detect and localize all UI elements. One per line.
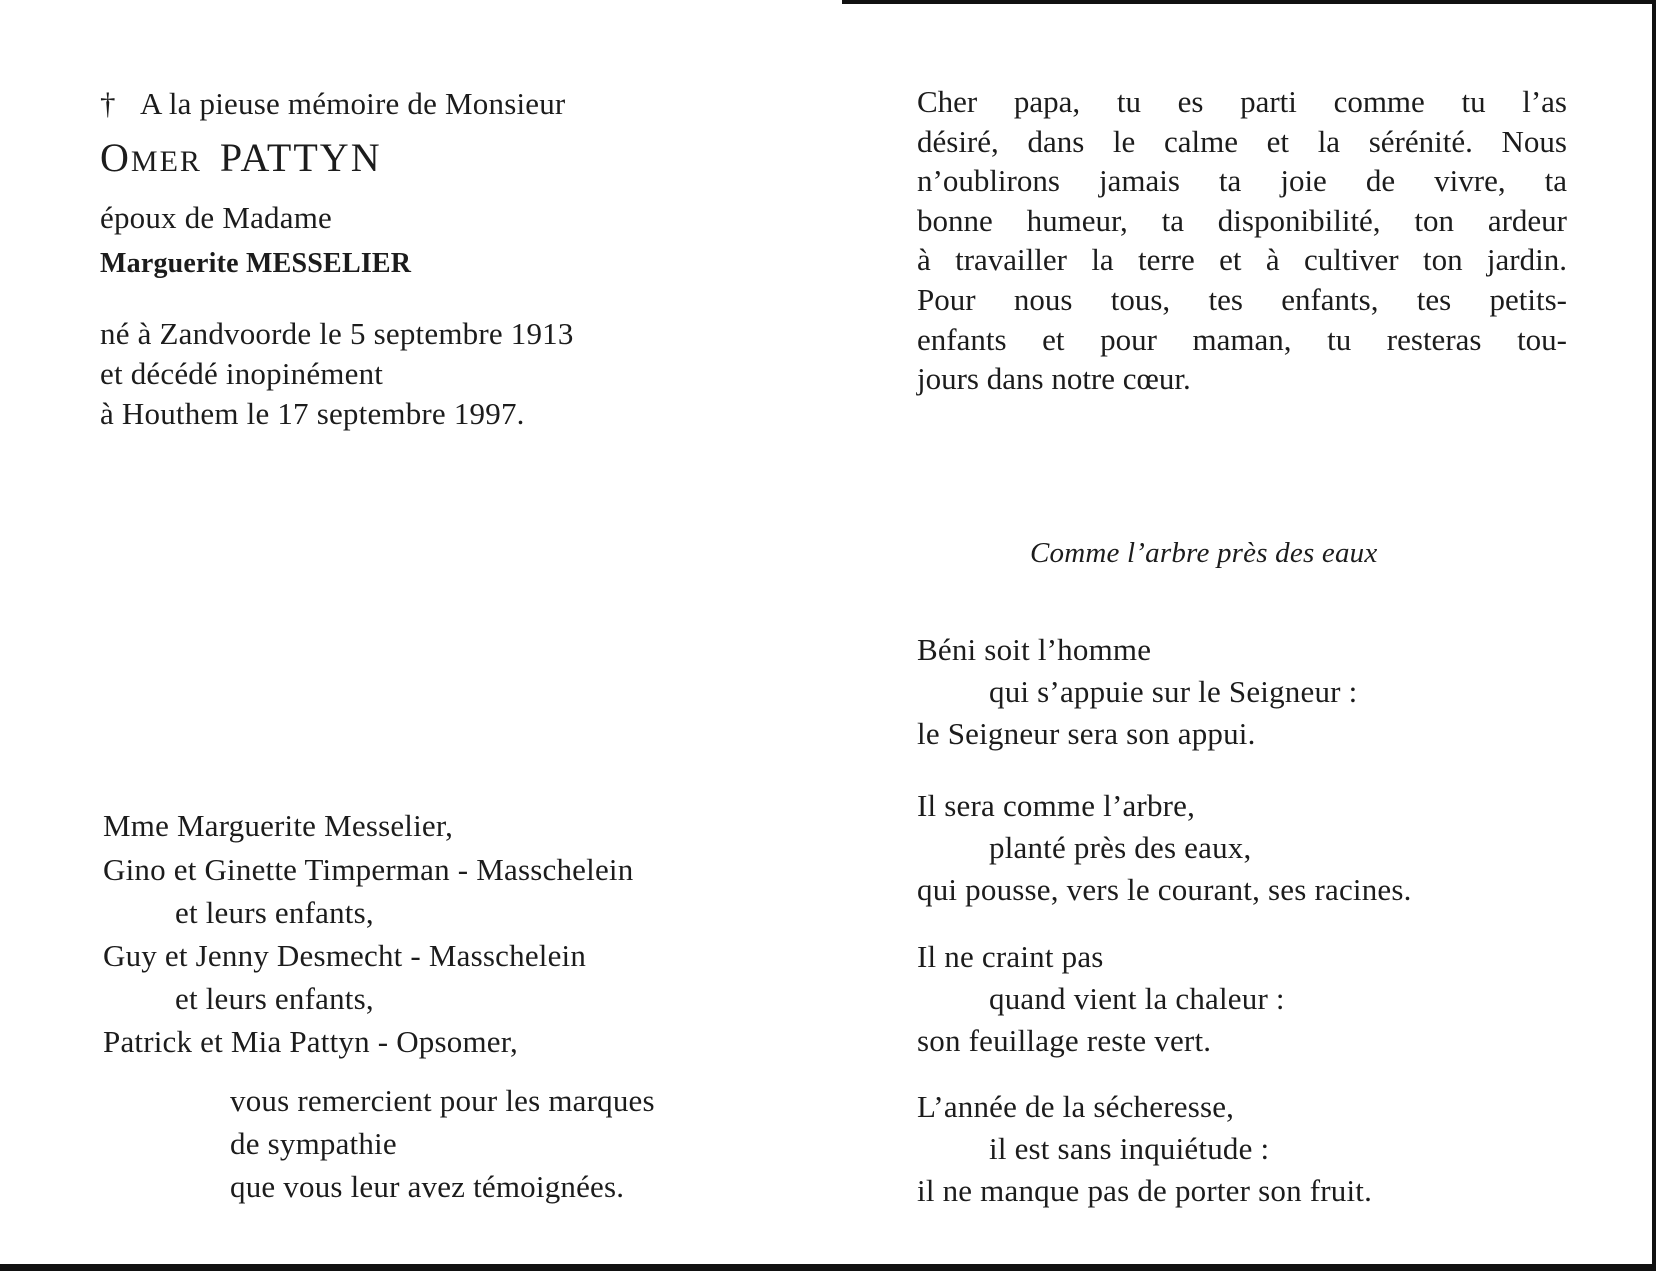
birth-line: né à Zandvoorde le 5 septembre 1913 <box>100 316 574 351</box>
poem-line: il ne manque pas de porter son fruit. <box>917 1173 1373 1208</box>
deceased-name: OMER PATTYN <box>100 135 382 180</box>
poem-line: il est sans inquiétude : <box>989 1131 1270 1166</box>
thanks-line: de sympathie <box>230 1126 397 1161</box>
poem-title: Comme l’arbre près des eaux <box>1030 537 1378 569</box>
intro-text: A la pieuse mémoire de Monsieur <box>140 86 566 121</box>
poem-line: son feuillage reste vert. <box>917 1023 1212 1058</box>
family-line: et leurs enfants, <box>175 981 374 1016</box>
message-line: désiré, dans le calme et la sérénité. Nous <box>917 123 1567 159</box>
thanks-line: que vous leur avez témoignées. <box>230 1169 625 1204</box>
poem-line: qui s’appuie sur le Seigneur : <box>989 674 1358 709</box>
cross-icon: † <box>100 86 116 121</box>
intro-line <box>100 84 565 124</box>
poem-line: Il sera comme l’arbre, <box>917 788 1196 823</box>
family-line: Mme Marguerite Messelier, <box>103 808 454 843</box>
family-line: Guy et Jenny Desmecht - Masschelein <box>103 938 587 973</box>
family-line: Patrick et Mia Pattyn - Opsomer, <box>103 1024 518 1059</box>
poem-line: Béni soit l’homme <box>917 632 1152 667</box>
family-line: et leurs enfants, <box>175 895 374 930</box>
message-line: bonne humeur, ta disponibilité, ton ardeur <box>917 202 1567 238</box>
family-line: Gino et Ginette Timperman - Masschelein <box>103 852 634 887</box>
poem-line: le Seigneur sera son appui. <box>917 716 1256 751</box>
death-line-1: et décédé inopinément <box>100 356 384 391</box>
card-edge-bottom <box>0 1264 1656 1271</box>
message-line: Cher papa, tu es parti comme tu l’as <box>917 84 1567 119</box>
message-line: Pour nous tous, tes enfants, tes petits- <box>917 281 1567 317</box>
death-line-2: à Houthem le 17 septembre 1997. <box>100 396 525 431</box>
farewell-message <box>917 82 1567 399</box>
poem-line: L’année de la sécheresse, <box>917 1089 1235 1124</box>
message-line: enfants et pour maman, tu resteras tou- <box>917 321 1567 357</box>
deceased-surname: PATTYN <box>219 135 382 180</box>
poem-line: planté près des eaux, <box>989 830 1252 865</box>
card-edge-right <box>1652 0 1656 1271</box>
message-line: à travailler la terre et à cultiver ton jardin. <box>917 242 1567 278</box>
thanks-line: vous remercient pour les marques <box>230 1083 655 1118</box>
spouse-prefix: époux de Madame <box>100 200 332 235</box>
message-line: jours dans notre cœur. <box>917 361 1191 397</box>
poem-line: quand vient la chaleur : <box>989 981 1285 1016</box>
message-line: n’oublirons jamais ta joie de vivre, ta <box>917 163 1567 199</box>
poem-line: Il ne craint pas <box>917 939 1104 974</box>
spouse-name: Marguerite MESSELIER <box>100 248 412 279</box>
right-panel <box>842 0 1652 1264</box>
poem-line: qui pousse, vers le courant, ses racines. <box>917 872 1412 907</box>
